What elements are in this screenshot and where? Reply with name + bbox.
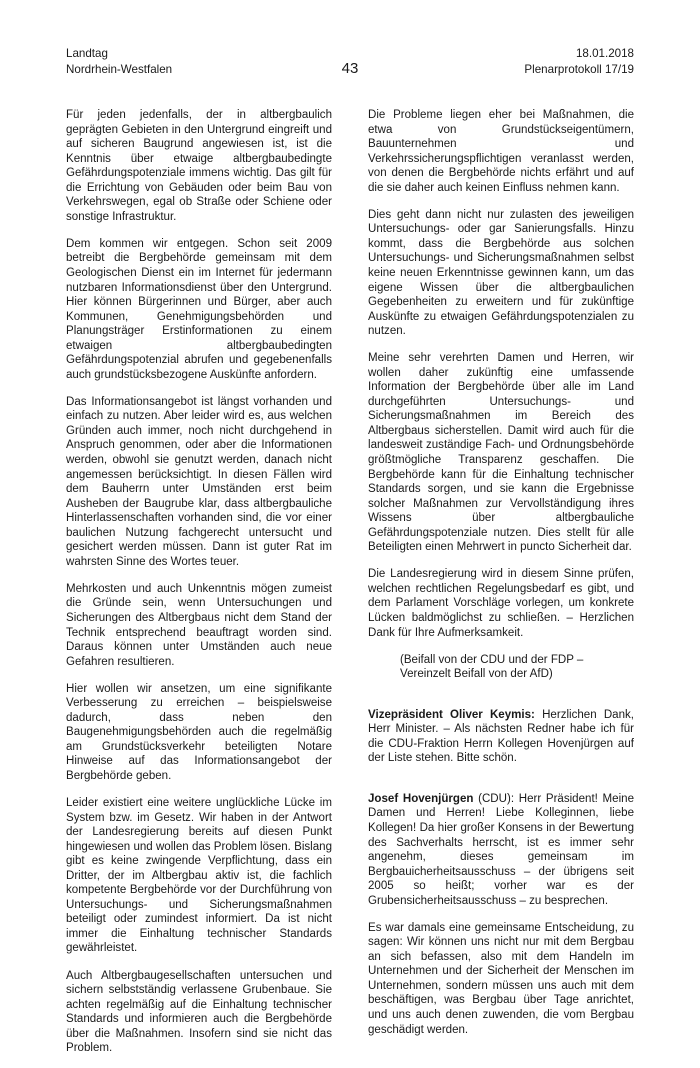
header-state: Nordrhein-Westfalen [66, 63, 173, 76]
header-date: 18.01.2018 [575, 47, 634, 60]
speech-text: Herzlichen Dank, Herr Minister. – Als nächsten Redner habe ich für die CDU-Fraktion Herrn Kollegen Hovenjürgen auf der Liste stehen. Bitte schön. [368, 708, 634, 765]
page-header [66, 46, 634, 86]
speech-text: (CDU): Herr Präsident! Meine Damen und Herren! Liebe Kolleginnen, liebe Kollegen! Da hier großer Konsens in der Bewertung des Sachverhalts herrscht, ist es immer sehr angenehm, dieses gemeinsam im Bergbauicherheitsausschuss – der übrigens seit 2005 so heißt; vorher war es der Grubensicherheitsausschuss – zu besprechen. [368, 792, 634, 907]
paragraph: Die Landesregierung wird in diesem Sinne prüfen, welchen rechtlichen Regelungsbedarf es gibt, und dem Parlament Vorschläge vorlegen, um konkrete Lücken baldmöglichst zu schließen. – Herzlichen Dank für Ihre Aufmerksamkeit. [368, 568, 634, 639]
paragraph: Es war damals eine gemeinsame Entscheidung, zu sagen: Wir können uns nicht nur mit dem Bergbau an sich befassen, also mit dem Handeln im Unternehmen und der Sicherheit der Menschen im Unternehmen, sondern müssen uns auch mit dem beschäftigen, was Bergbau über Tage anrichtet, und uns auch denen zuwenden, die vom Bergbau geschädigt werden. [368, 921, 634, 1036]
paragraph: Mehrkosten und auch Unkenntnis mögen zumeist die Gründe sein, wenn Untersuchungen und Sicherungen des Altbergbaus nicht dem Stand der Technik entsprechend beauftragt worden sind. Daraus können unter Umständen auch neue Gefahren resultieren. [66, 582, 332, 668]
paragraph: Meine sehr verehrten Damen und Herren, wir wollen daher zukünftig eine umfassende Information der Bergbehörde über alle im Land durchgeführten Untersuchungs- und Sicherungsmaßnahmen im Bereich des Altbergbaus sicherstellen. Damit wird auch für die landesweit zuständige Fach- und Ordnungsbehörde größtmögliche Transparenz geschaffen. Die Bergbehörde kann für die Einhaltung technischer Standards sorgen, und sie kann die Ergebnisse solcher Maßnahmen zur Vervollständigung ihres Wissens über altbergbauliche Gefährdungspotenziale nutzen. Dies stellt für alle Beteiligten einen Mehrwert in puncto Sicherheit dar. [368, 352, 634, 554]
header-protocol: Plenarprotokoll 17/19 [524, 63, 634, 76]
paragraph: Auch Altbergbaugesellschaften untersuchen und sichern selbstständig verlassene Grubenbaue. Sie achten regelmäßig auf die Einhaltung technischer Standards und informieren auch die Bergbehörde über die Maßnahmen. Insofern sind sie nicht das Problem. [66, 969, 332, 1055]
left-column [66, 108, 332, 1068]
paragraph: Hier wollen wir ansetzen, um eine signifikante Verbesserung zu erreichen – beispielsweise dadurch, dass neben den Baugenehmigungsbehörden auch die regelmäßig am Grundstücksverkehr beteiligten Notare Hinweise auf das Informationsangebot der Bergbehörde geben. [66, 682, 332, 782]
speech-hovenjuergen [368, 792, 634, 908]
right-column [368, 108, 634, 1050]
header-parliament: Landtag [66, 47, 108, 60]
page-number: 43 [341, 60, 359, 77]
paragraph: Die Probleme liegen eher bei Maßnahmen, die etwa von Grundstückseigentümern, Bauunternehmen und Verkehrssicherungspflichtigen veranlasst werden, von denen die Bergbehörde nichts erfährt und auf die sie daher auch keinen Einfluss nehmen kann. [368, 109, 634, 194]
paragraph: Dies geht dann nicht nur zulasten des jeweiligen Untersuchungs- oder gar Sanierungsfalls. Hinzu kommt, dass die Bergbehörde aus solchen Untersuchungs- und Sicherungsmaßnahmen selbst keine neuen Erkenntnisse gewinnen kann, um das eigene Wissen über die altbergbaulichen Gegebenheiten zu erweitern und für zukünftige Auskünfte zu etwaigen Gefährdungspotenzialen zu nutzen. [368, 208, 634, 338]
paragraph: Leider existiert eine weitere unglückliche Lücke im System bzw. im Gesetz. Wir haben in der Antwort der Landesregierung bereits auf diesen Punkt hingewiesen und wollen das Problem lösen. Bislang gibt es keine zwingende Verpflichtung, dass ein Dritter, der im Altbergbau aktiv ist, die fachlich kompetente Bergbehörde vor der Durchführung von Untersuchungs- und Sicherungsmaßnahmen beteiligt oder zumindest informiert. Da ist nicht immer die Einhaltung technischer Standards gewährleistet. [66, 797, 332, 955]
speaker-name: Vizepräsident Oliver Keymis: [368, 708, 535, 721]
applause-note: (Beifall von der CDU und der FDP – Vereinzelt Beifall von der AfD) [400, 653, 584, 681]
header-right [524, 46, 634, 78]
paragraph: Für jeden jedenfalls, der in altbergbaulich geprägten Gebieten in den Untergrund eingreift und auf sicheren Baugrund angewiesen ist, ist die Kenntnis über etwaige altbergbaubedingte Gefährdungspotenziale immens wichtig. Das gilt für die Errichtung von Gebäuden oder beim Bau von Verkehrswegen, egal ob Straße oder Schiene oder sonstige Infrastruktur. [66, 109, 332, 223]
speaker-name: Josef Hovenjürgen [368, 792, 474, 805]
paragraph: Dem kommen wir entgegen. Schon seit 2009 betreibt die Bergbehörde gemeinsam mit dem Geologischen Dienst ein im Internet für jedermann nutzbaren Informationsdienst über den Untergrund. Hier können Bürgerinnen und Bürger, aber auch Kommunen, Genehmigungsbehörden und Planungsträger Erstinformationen zu einem etwaigen altbergbaubedingten Gefährdungspotenzial abrufen und gegebenenfalls auch grundstücksbezogene Auskünfte anfordern. [66, 237, 332, 381]
paragraph: Das Informationsangebot ist längst vorhanden und einfach zu nutzen. Aber leider wird es, aus welchen Gründen auch immer, noch nicht durchgehend in Anspruch genommen, oder aber die Informationen werden, obwohl sie genutzt werden, danach nicht angemessen berücksichtigt. In diesen Fällen wird dem Bauherrn unter Umständen erst beim Ausheben der Baugrube klar, dass altbergbauliche Hinterlassenschaften vorhanden sind, die vor einer baulichen Nutzung fachgerecht untersucht und gesichert werden müssen. Dann ist guter Rat im wahrsten Sinne des Wortes teuer. [66, 395, 332, 568]
speech-vizepraesident [368, 708, 634, 766]
